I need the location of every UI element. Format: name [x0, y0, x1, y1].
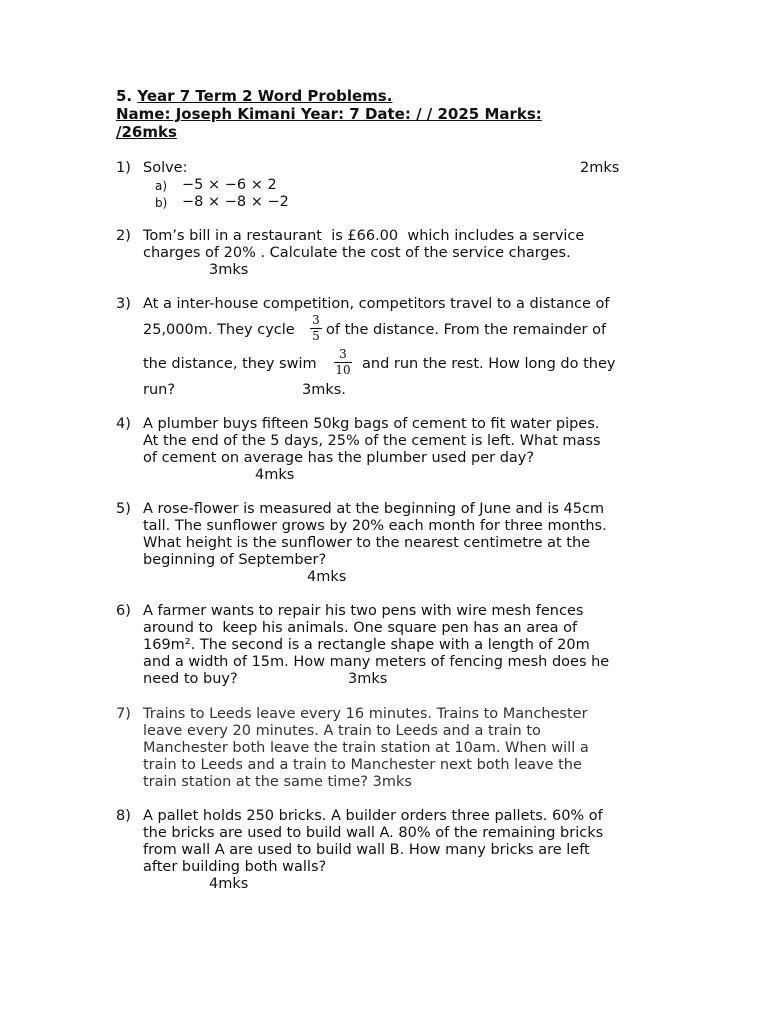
- question-text: Solve:: [143, 160, 188, 176]
- question-marks: 3mks: [348, 671, 388, 687]
- question-number: 7): [116, 706, 131, 722]
- question-line: train to Leeds and a train to Manchester next both leave the: [143, 757, 582, 773]
- question-line: after building both walls?: [143, 859, 327, 875]
- question-number: 2): [116, 228, 131, 244]
- question-marks: 3mks.: [302, 382, 346, 398]
- header-name-line: Name: Joseph Kimani Year: 7 Date: / / 2025 Marks:: [116, 105, 542, 123]
- question-line: At the end of the 5 days, 25% of the cement is left. What mass: [143, 433, 601, 449]
- question-line: charges of 20% . Calculate the cost of the service charges.: [143, 245, 571, 261]
- question-line: around to keep his animals. One square pen has an area of: [143, 620, 578, 636]
- question-line: A rose-flower is measured at the beginning of June and is 45cm: [143, 501, 605, 517]
- part-expression: −5 × −6 × 2: [182, 177, 277, 193]
- question-line: 169m². The second is a rectangle shape with a length of 20m: [143, 637, 590, 653]
- question-line: need to buy?: [143, 671, 238, 687]
- question-number: 1): [116, 160, 131, 176]
- question-line: A plumber buys fifteen 50kg bags of cement to fit water pipes.: [143, 416, 600, 432]
- question-line: Tom’s bill in a restaurant is £66.00 which includes a service: [143, 228, 585, 244]
- worksheet-header: [116, 87, 676, 141]
- question-line: run?: [143, 382, 176, 398]
- question-line: train station at the same time? 3mks: [143, 774, 412, 790]
- question-line: A pallet holds 250 bricks. A builder orders three pallets. 60% of: [143, 808, 603, 824]
- question-line: of the distance. From the remainder of: [326, 322, 607, 338]
- question-line: from wall A are used to build wall B. How many bricks are left: [143, 842, 590, 858]
- fraction-numerator: 3: [312, 313, 320, 327]
- fraction-three-tenths: [334, 348, 352, 377]
- question-line: the bricks are used to build wall A. 80% of the remaining bricks: [143, 825, 604, 841]
- question-line: and run the rest. How long do they: [362, 356, 616, 372]
- fraction-numerator: 3: [339, 347, 347, 361]
- question-line: Manchester both leave the train station at 10am. When will a: [143, 740, 589, 756]
- question-line: of cement on average has the plumber used per day?: [143, 450, 535, 466]
- question-line: the distance, they swim: [143, 356, 317, 372]
- question-line: 25,000m. They cycle: [143, 322, 295, 338]
- question-number: 6): [116, 603, 131, 619]
- part-expression: −8 × −8 × −2: [182, 194, 289, 210]
- question-line: leave every 20 minutes. A train to Leeds and a train to: [143, 723, 541, 739]
- question-line: A farmer wants to repair his two pens with wire mesh fences: [143, 603, 584, 619]
- part-label: b): [155, 196, 168, 210]
- question-line: At a inter-house competition, competitors travel to a distance of: [143, 296, 610, 312]
- question-line: and a width of 15m. How many meters of fencing mesh does he: [143, 654, 610, 670]
- question-line: beginning of September?: [143, 552, 327, 568]
- part-label: a): [155, 179, 168, 193]
- question-line: Trains to Leeds leave every 16 minutes. Trains to Manchester: [143, 706, 588, 722]
- question-marks: 4mks: [255, 467, 295, 483]
- header-title: Year 7 Term 2 Word Problems.: [137, 87, 393, 105]
- question-number: 4): [116, 416, 131, 432]
- header-number: 5.: [116, 87, 133, 105]
- question-line: tall. The sunflower grows by 20% each month for three months.: [143, 518, 607, 534]
- question-marks: 4mks: [307, 569, 347, 585]
- header-marks-line: /26mks: [116, 123, 177, 141]
- question-number: 8): [116, 808, 131, 824]
- question-number: 5): [116, 501, 131, 517]
- question-line: What height is the sunflower to the nearest centimetre at the: [143, 535, 591, 551]
- question-marks: 2mks: [580, 160, 620, 176]
- fraction-denominator: 10: [335, 363, 351, 377]
- question-number: 3): [116, 296, 131, 312]
- fraction-denominator: 5: [312, 329, 320, 343]
- question-marks: 3mks: [209, 262, 249, 278]
- fraction-three-fifths: [310, 314, 322, 343]
- question-marks: 4mks: [209, 876, 249, 892]
